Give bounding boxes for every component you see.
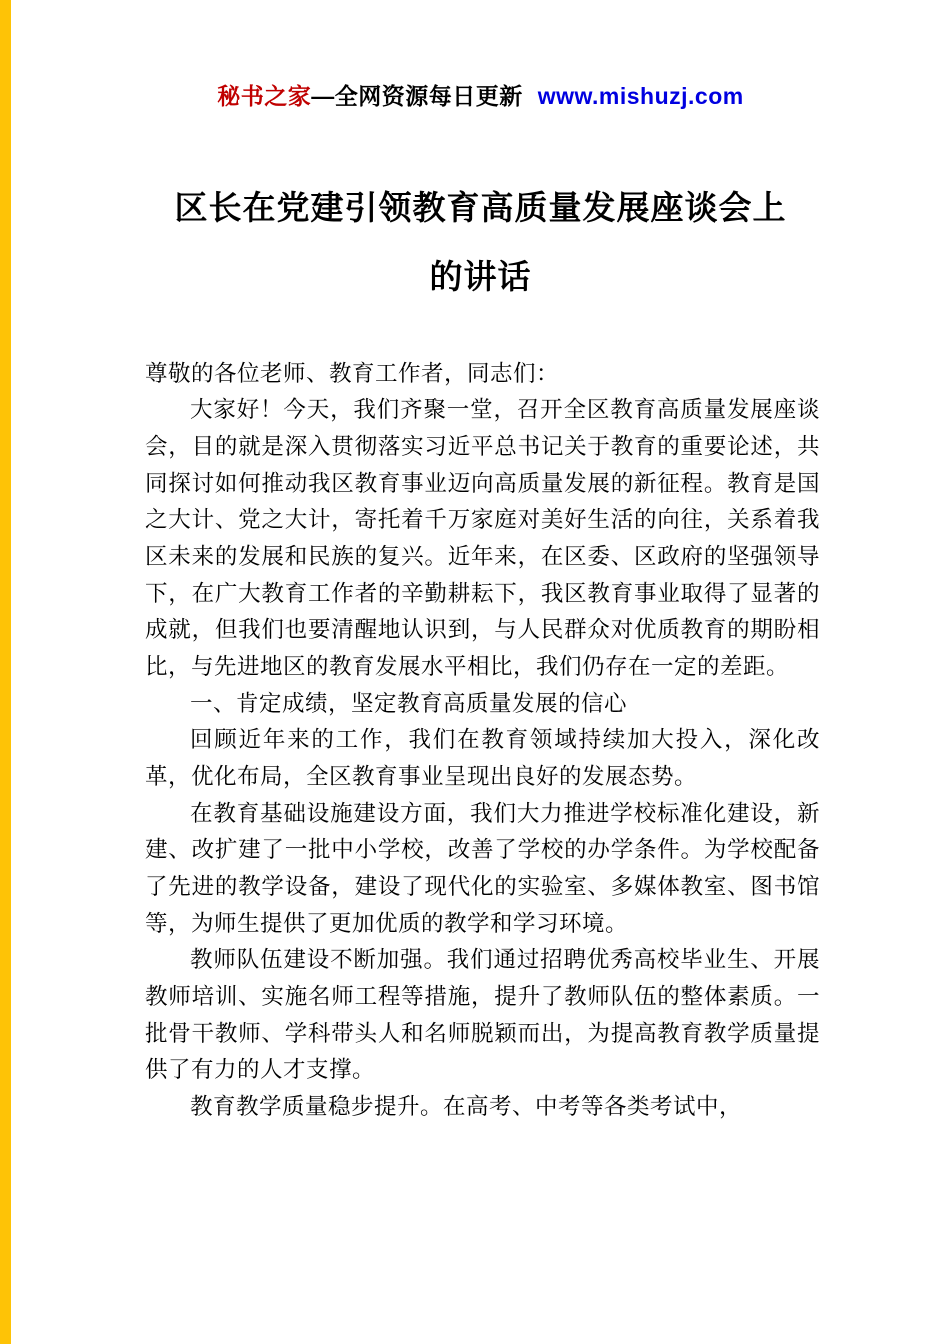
document-title-line-2: 的讲话 (429, 258, 532, 296)
site-tagline: —全网资源每日更新 (311, 83, 523, 109)
document-title-line-1: 区长在党建引领教育高质量发展座谈会上 (174, 189, 787, 226)
paragraph-infrastructure: 在教育基础设施建设方面，我们大力推进学校标准化建设，新建、改扩建了一批中小学校，改善了学校的办学条件。为学校配备了先进的教学设备，建设了现代化的实验室、多媒体教室、图书馆等，为师生提供了更加优质的教学和学习环境。 (145, 800, 820, 936)
document-page (11, 0, 950, 1344)
paragraph-section-heading-1: 一、肯定成绩，坚定教育高质量发展的信心 (190, 690, 628, 716)
document-title (11, 173, 950, 312)
site-url-link[interactable]: www.mishuzj.com (537, 83, 744, 109)
paragraph-quality: 教育教学质量稳步提升。在高考、中考等各类考试中， (190, 1094, 743, 1120)
left-edge-strip (0, 0, 11, 1344)
site-header (11, 78, 950, 111)
paragraph-review: 回顾近年来的工作，我们在教育领域持续加大投入，深化改革，优化布局，全区教育事业呈现出良好的发展态势。 (145, 727, 820, 789)
site-brand: 秘书之家 (217, 83, 312, 109)
paragraph-teachers: 教师队伍建设不断加强。我们通过招聘优秀高校毕业生、开展教师培训、实施名师工程等措施，提升了教师队伍的整体素质。一批骨干教师、学科带头人和名师脱颖而出，为提高教育教学质量提供了有力的人才支撑。 (145, 947, 820, 1083)
document-body (11, 356, 950, 1126)
paragraph-salutation: 尊敬的各位老师、教育工作者，同志们： (145, 360, 560, 386)
paragraph-intro: 大家好！今天，我们齐聚一堂，召开全区教育高质量发展座谈会，目的就是深入贯彻落实习近平总书记关于教育的重要论述，共同探讨如何推动我区教育事业迈向高质量发展的新征程。教育是国之大计、党之大计，寄托着千万家庭对美好生活的向往，关系着我区未来的发展和民族的复兴。近年来，在区委、区政府的坚强领导下，在广大教育工作者的辛勤耕耘下，我区教育事业取得了显著的成就，但我们也要清醒地认识到，与人民群众对优质教育的期盼相比，与先进地区的教育发展水平相比，我们仍存在一定的差距。 (145, 397, 820, 679)
